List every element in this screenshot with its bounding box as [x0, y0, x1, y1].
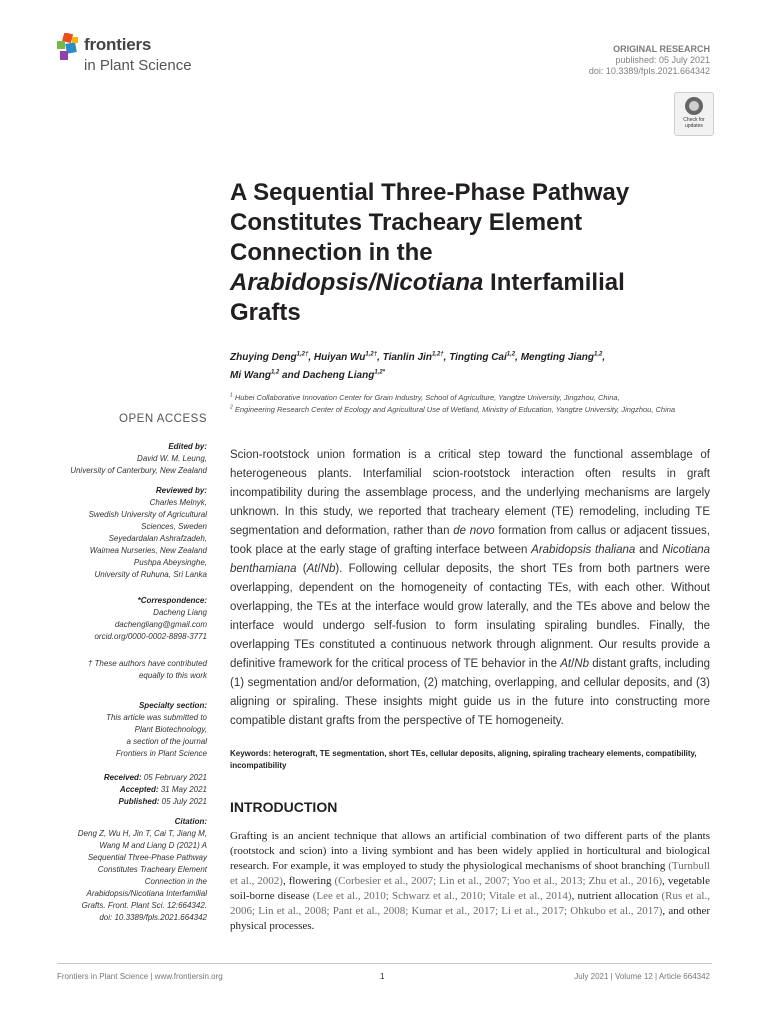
citation-line: Arabidopsis/Nicotiana Interfamilial: [86, 889, 207, 898]
introduction-paragraph: Grafting is an ancient technique that allows an artificial combination of two different parts of the plants (rootstock and scion) into a living symbiont and has been widely applied in horticultural and biological research. For example, it was employed to study the physiological mechanisms of shoot branching (Turnbull et al., 2002), flowering (Corbesier et al., 2007; Lin et al., 2007; Yoo et al., 2013; Zhu et al., 2016), vegetable soil-borne disease (Lee et al., 2010; Schwarz et al., 2010; Vitale et al., 2014), nutrient allocation (Rus et al., 2006; Lin et al., 2008; Pant et al., 2008; Kumar et al., 2017; Li et al., 2017; Ohkubo et al., 2017), and other physical processes.: [230, 830, 711, 932]
affiliation: $^2$ Engineering Research Center of Ecology and Agricultural Use of Wetland, Ministry of Education, Yangtze University, Jingzhou, China: [230, 404, 676, 414]
author[interactable]: Huiyan $Wu^{1,2\dagger}$,: [313, 352, 383, 364]
author[interactable]: Mengting Jiang$^{1,2}$,: [520, 352, 606, 364]
footer-divider: [57, 963, 712, 964]
reviewer-line: Seyedardalan Ashrafzadeh,: [108, 534, 207, 543]
citation-link[interactable]: (Lee et al., 2010; Schwarz et al., 2010; Vitale et al., 2014): [312, 890, 572, 902]
specialty-line: Plant Biotechnology,: [134, 725, 207, 734]
accepted-date: Accepted: 31 May 2021: [119, 785, 207, 794]
title-line: [230, 268, 700, 298]
affiliations: [230, 390, 710, 415]
citation-link[interactable]: (Corbesier et al., 2007; Lin et al., 2007; Yoo et al., 2013; Zhu et al., 2016): [334, 875, 663, 887]
affiliation: $^1$ Hubei Collaborative Innovation Center for Grain Industry, School of Agriculture, Yangtze University, Jingzhou, China,: [230, 392, 620, 402]
citation-section: [40, 816, 207, 924]
title-line: A Sequential Three-Phase Pathway: [230, 179, 630, 206]
reviewer-line: Pushpa Abeysinghe,: [133, 558, 207, 567]
author[interactable]: Mi Wang$^{1,2}$ and: [230, 369, 303, 381]
reviewer-line: University of Ruhuna, Sri Lanka: [94, 570, 207, 579]
equal-contribution-note: [40, 658, 207, 682]
citation-line: Deng Z, Wu H, Jin T, Cai T, Jiang M,: [77, 829, 207, 838]
article-meta: [589, 44, 710, 77]
correspondence-name: Dacheng Liang: [153, 608, 207, 617]
check-updates-label-1: Check for: [683, 117, 705, 123]
title-rest: Interfamilial: [483, 269, 625, 296]
note-line: † These authors have contributed: [87, 659, 207, 668]
open-access-label: OPEN ACCESS: [119, 413, 207, 425]
section-heading: *Correspondence:: [137, 596, 207, 605]
check-updates-icon: [685, 97, 703, 115]
logo-text-journal: in Plant Science: [84, 57, 192, 74]
page-number: 1: [380, 972, 385, 981]
footer-issue: July 2021 | Volume 12 | Article 664342: [574, 972, 710, 981]
citation-line: doi: 10.3389/fpls.2021.664342: [99, 913, 207, 922]
title-line: Grafts: [230, 299, 301, 326]
edited-by-section: [40, 441, 207, 477]
specialty-line: a section of the journal: [126, 737, 207, 746]
check-updates-label-2: updates: [685, 123, 703, 129]
section-heading: Specialty section:: [138, 701, 207, 710]
citation-line: Grafts. Front. Plant Sci. 12:664342.: [81, 901, 207, 910]
published-date-side: Published: 05 July 2021: [118, 797, 207, 806]
author[interactable]: Tingting Cai$^{1,2}$,: [449, 352, 521, 364]
received-date: Received: 05 February 2021: [103, 773, 207, 782]
specialty-line: Frontiers in Plant Science: [115, 749, 207, 758]
citation-link[interactable]: (Turnbull et al., 2002): [230, 860, 710, 887]
specialty-line: This article was submitted to: [106, 713, 207, 722]
correspondence-orcid[interactable]: orcid.org/0000-0002-8898-3771: [94, 632, 207, 641]
specialty-section: [40, 700, 207, 760]
article-title: [230, 178, 700, 328]
correspondence-email[interactable]: dachengliang@gmail.com: [114, 620, 207, 629]
author[interactable]: Zhuying Deng$^{1,2\dagger}$,: [230, 352, 314, 364]
footer-journal[interactable]: Frontiers in Plant Science | www.frontiersin.org: [57, 972, 223, 981]
citation-line: Constitutes Tracheary Element: [97, 865, 207, 874]
section-heading: Citation:: [174, 817, 207, 826]
reviewer-line: Waimea Nurseries, New Zealand: [89, 546, 207, 555]
keywords: Keywords: heterograft, TE segmentation, short TEs, cellular deposits, aligning, spiraling tracheary elements, compatibility, incompatibility: [230, 749, 697, 770]
citation-link[interactable]: (Rus et al., 2006; Lin et al., 2008; Pant et al., 2008; Kumar et al., 2017; Li et al., 2017; Ohkubo et al., 2017): [230, 890, 710, 917]
citation-line: Wang M and Liang D (2021) A: [99, 841, 207, 850]
article-type: ORIGINAL RESEARCH: [613, 44, 710, 54]
frontiers-logo-icon: [57, 33, 81, 61]
check-for-updates-button[interactable]: [674, 92, 714, 136]
title-line: Constitutes Tracheary Element: [230, 209, 583, 236]
editor-line: University of Canterbury, New Zealand: [70, 466, 207, 475]
author[interactable]: Tianlin Jin$^{1,2\dagger}$,: [382, 352, 450, 364]
editor-line: David W. M. Leung,: [137, 454, 207, 463]
citation-line: Connection in the: [144, 877, 207, 886]
citation-line: Sequential Three-Phase Pathway: [87, 853, 207, 862]
doi[interactable]: doi: 10.3389/fpls.2021.664342: [588, 66, 710, 76]
reviewer-line: Sciences, Sweden: [141, 522, 207, 531]
correspondence-section: [40, 595, 207, 643]
section-heading: Reviewed by:: [155, 486, 207, 495]
logo-text-frontiers: frontiers: [84, 35, 152, 54]
published-date: published: 05 July 2021: [615, 55, 710, 65]
title-italic: Arabidopsis/Nicotiana: [230, 269, 484, 296]
abstract: Scion-rootstock union formation is a critical step toward the functional assemblage of heterogeneous plants. Interfamilial scion-rootstock interaction often results in graft incompatibility during the assemblage process, and the underlying mechanisms are largely unknown. In this study, we reported that tracheary element (TE) remodeling, including TE segmentation and deformation, rather than de novo formation from callus or adjacent tissues, took place at the early stage of grafting interface between Arabidopsis thaliana and Nicotiana benthamiana (At/Nb). Following cellular deposits, the short TEs from both partners were overlapping, dependent on the homogeneity of contacting TEs, with each other. Without overlapping, the TEs at the interface would grow laterally, and the TEs above and below the interface would undergo self-fusion to form insulating spiraling bundles. Finally, the overlapping TEs constituted a continuous network through alignment. Our results provide a definitive framework for the critical process of TE behavior in the At/Nb distant grafts, including (1) segmentation and/or deformation, (2) matching, overlapping, and cellular deposits, and (3) aligning or spiraling. These insights might guide us in the future into constructing more compatible distant grafts from the perspective of TE homogeneity.: [230, 449, 711, 727]
dates-section: [40, 772, 207, 808]
reviewer-line: Swedish University of Agricultural: [88, 510, 207, 519]
journal-logo: [57, 33, 217, 83]
title-line: Connection in the: [230, 239, 433, 266]
reviewer-line: Charles Melnyk,: [149, 498, 207, 507]
section-heading-introduction: INTRODUCTION: [230, 799, 338, 815]
reviewed-by-section: [40, 485, 207, 581]
author[interactable]: Dacheng Liang$^{1,2*}$: [302, 369, 385, 381]
section-heading: Edited by:: [168, 442, 207, 451]
author-list: [230, 348, 700, 383]
note-line: equally to this work: [138, 671, 207, 680]
